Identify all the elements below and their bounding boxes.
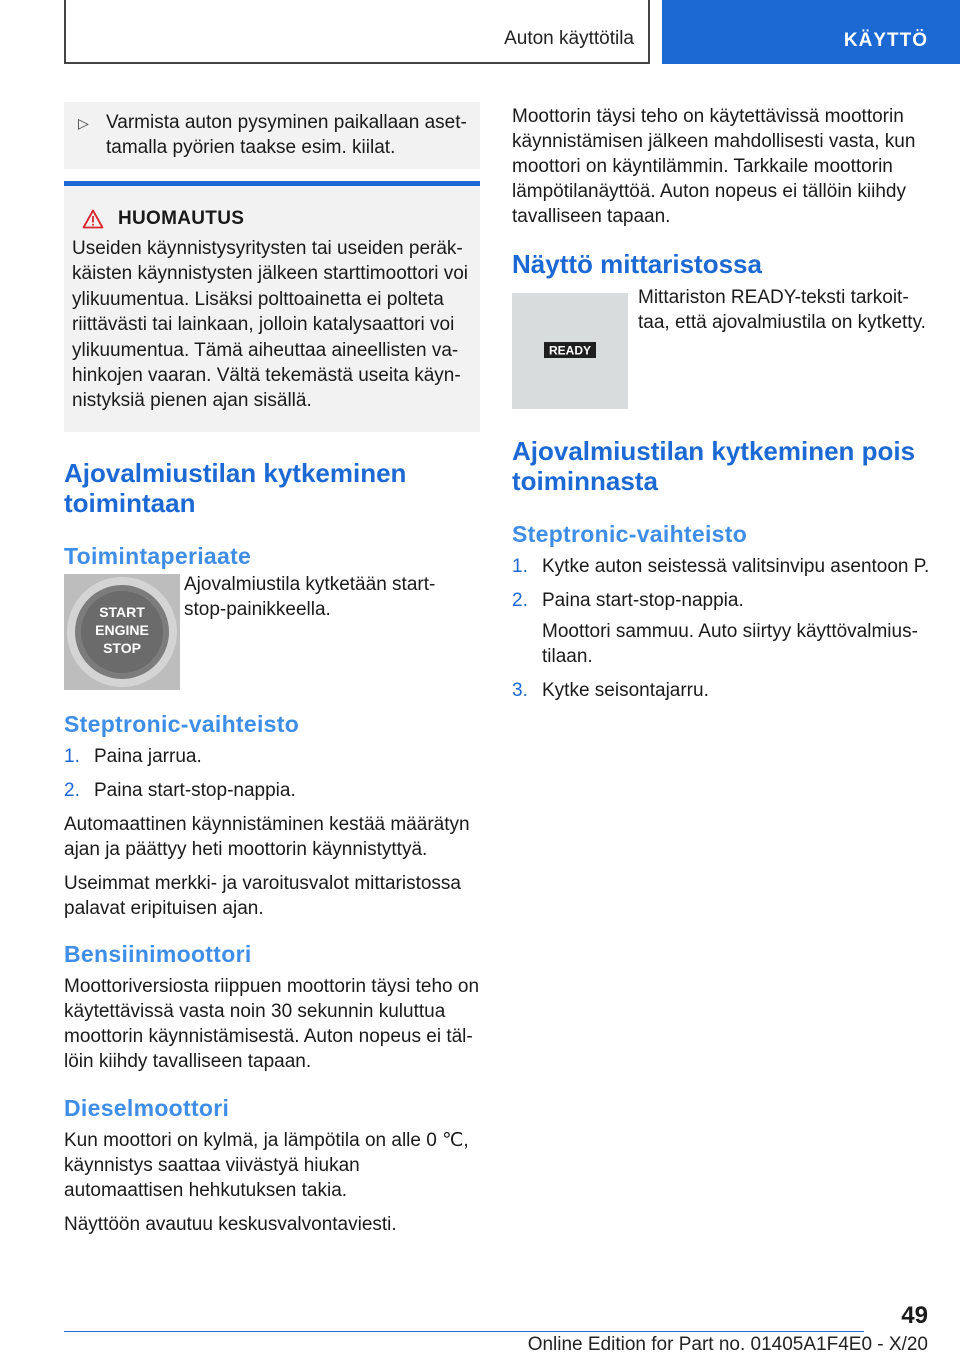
list-item: 3. Kytke seisontajarru. (512, 680, 709, 701)
section-heading-deactivate: Ajovalmiustilan kytkeminen pois toiminnasta (512, 436, 916, 496)
steptronic-paragraph-1: Automaattinen käynnistäminen kestää määrätyn ajan ja päättyy heti moottorin käynnistyttyä. (64, 813, 470, 860)
list-item: 1. Paina jarrua. (64, 745, 202, 767)
display-text: Mittariston READY-teksti tarkoittaa, että ajovalmiustila on kytketty. (638, 287, 926, 333)
steptronic-paragraph-2: Useimmat merkki- ja varoitusvalot mittaristossa palavat eripituisen ajan. (64, 872, 461, 919)
diesel-paragraph-1: Kun moottori on kylmä, ja lämpötila on alle 0 ℃, käynnistys saattaa viivästyä hiukan automaattisen hehkutuksen takia. (64, 1129, 469, 1201)
left-column (64, 102, 480, 1246)
warning-text: Useiden käynnistysyritysten tai useiden peräkkäisten käynnistysten jälkeen starttimoottori voi ylikuumentua. Lisäksi polttoainetta ei polteta riittävästi tai lainkaan, jolloin katalysaattori voi ylikuumentua. Tämä aiheuttaa aineellisten vahinkojen vaaran. Vältä tekemästä useita käynnistyksiä pienen ajan sisällä. (72, 238, 469, 412)
subheading-principle: Toimintaperiaate (64, 542, 252, 569)
warning-title: HUOMAUTUS (118, 208, 245, 229)
section-heading-activate: Ajovalmiustilan kytkeminen toimintaan (64, 457, 407, 518)
header-chapter-label: KÄYTTÖ (843, 30, 928, 51)
petrol-text: Moottoriversiosta riippuen moottorin täysi teho on käytettävissä vasta noin 30 sekunnin kuluttua moottorin käynnistämisestä. Auton nopeus ei tällöin kiihdy tavalliseen tapaan. (64, 975, 480, 1072)
ready-label: READY (548, 343, 592, 358)
footer-divider (64, 1331, 864, 1332)
subheading-steptronic-off: Steptronic-vaihteisto (512, 521, 748, 547)
list-item: 2. Paina start-stop-nappia. (64, 779, 296, 801)
subheading-display: Näyttö mittaristossa (512, 249, 762, 279)
step-2-subtext: Moottori sammuu. Auto siirtyy käyttövalmiustilaan. (542, 621, 918, 667)
steps-activate (64, 744, 480, 803)
footer-edition: Online Edition for Part no. 01405A1F4E0 - X/20 (527, 1334, 928, 1355)
right-column (512, 104, 932, 712)
steps-deactivate-continued (512, 678, 932, 703)
diesel-paragraph-2: Näyttöön avautuu keskusvalvontaviesti. (64, 1213, 397, 1235)
header-section-box (64, 0, 650, 64)
header-section-title: Auton käyttötila (504, 28, 634, 49)
list-item: 2. Paina start-stop-nappia. (512, 590, 744, 611)
subheading-steptronic-on: Steptronic-vaihteisto (64, 710, 300, 737)
note-box (64, 102, 480, 169)
note-text: Varmista auton pysyminen paikallaan asettamalla pyörien taakse esim. kiilat. (106, 112, 467, 158)
list-item: 1. Kytke auton seistessä valitsinvipu asentoon P. (512, 556, 930, 577)
warning-triangle-icon (82, 209, 104, 229)
warning-box (64, 181, 480, 432)
button-label-stop: STOP (103, 639, 141, 656)
button-label-start: START (99, 603, 145, 620)
button-label-engine: ENGINE (95, 621, 149, 638)
steps-deactivate (512, 554, 932, 613)
triangle-right-icon: ▷ (78, 115, 89, 131)
start-stop-button-image (64, 574, 180, 690)
right-intro-text: Moottorin täysi teho on käytettävissä moottorin käynnistämisen jälkeen mahdollisesti vasta, kun moottori on käyntilämmin. Tarkkaile moottorin lämpötilanäyttöä. Auton nopeus ei tällöin kiihdy tavalliseen tapaan. (512, 106, 916, 227)
subheading-diesel: Dieselmoottori (64, 1094, 230, 1121)
principle-text: Ajovalmiustila kytketään start-stop-painikkeella. (184, 573, 436, 620)
header-chapter-tab (662, 0, 960, 64)
ready-display-image (512, 293, 628, 409)
page-number: 49 (901, 1302, 928, 1329)
subheading-petrol: Bensiinimoottori (64, 940, 252, 967)
